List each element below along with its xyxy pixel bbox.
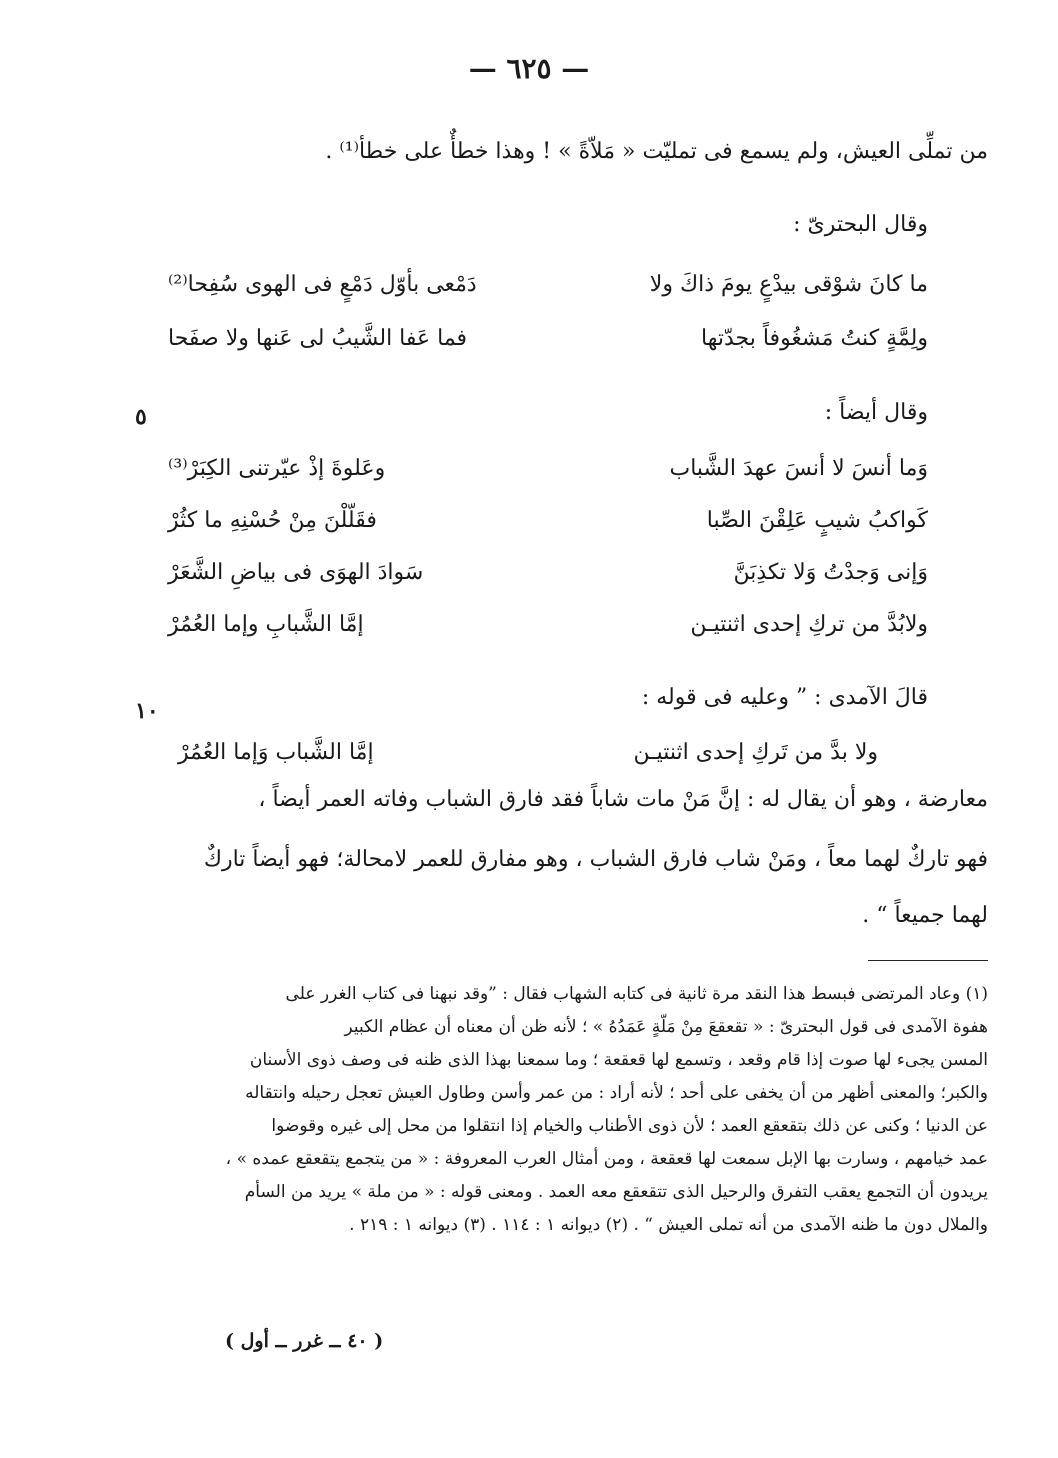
verse-second-hemistich: سَوادَ الهوَى فى بياضِ الشَّعَرْ — [168, 559, 424, 585]
amidi-line: معارضة ، وهو أن يقال له : إنَّ مَنْ مات شاباً فقد فارق الشباب وفاته العمر أيضاً ، — [258, 787, 988, 812]
verse-row — [168, 498, 928, 542]
verse-first-hemistich: ولابُدَّ من تركِ إحدى اثنتيـن — [690, 611, 928, 637]
footnote-line: هفوة الآمدى فى قول البحترىّ : « تقعقعَ مِنْ مَلّةٍ عَمَدُهُ » ؛ لأنه ظن أن معناه أن عظام الكبير — [344, 1017, 988, 1037]
verse-row — [178, 730, 878, 774]
verse-second-hemistich: وعَلوةَ إذْ عيّرتنى الكِبَرْ⁽³⁾ — [168, 455, 386, 481]
footnote-line: يريدون أن التجمع يعقب التفرق والرحيل الذى تتقعقع معه العمد . ومعنى قوله : « من ملة » يريد من السأم — [244, 1182, 988, 1202]
footnote-line: والكبر؛ والمعنى أظهر من أن يخفى على أحد ؛ لأنه أراد : من عمر وأسن وطاول العيش تعجل رحيله وانتقاله — [245, 1083, 988, 1103]
signature-mark: ( ٤٠ ــ غرر ــ أول ) — [225, 1330, 384, 1352]
line-number-10: ١٠ — [135, 698, 159, 724]
section1-intro: وقال البحترىّ : — [793, 212, 928, 237]
verse-row — [168, 602, 928, 646]
amidi-line: فهو تاركٌ لهما معاً ، ومَنْ شاب فارق الشباب ، وهو مفارق للعمر لامحالة؛ فهو أيضاً تاركٌ — [203, 847, 988, 872]
verse-first-hemistich: وَما أنسَ لا أنسَ عهدَ الشَّباب — [669, 455, 928, 481]
intro-line: من تملِّى العيش، ولم يسمع فى تمليّت « مَلاّةً » ! وهذا خطأٌ على خطأ⁽¹⁾ . — [325, 139, 988, 164]
footnote-line: عن الدنيا ؛ وكنى عن ذلك بتقعقع العمد ؛ لأن ذوى الأطناب والخيام إذا انتقلوا من محل إلى غيره وقوضوا — [271, 1116, 988, 1136]
section2-intro: وقال أيضاً : — [824, 400, 928, 425]
page-number: — ٦٢٥ — — [468, 52, 590, 85]
verse-first-hemistich: وَإنى وَجدْتُ وَلا تكذِبَنَّ — [733, 559, 928, 585]
amidi-line: لهما جميعاً “ . — [862, 903, 988, 928]
line-number-5: ٥ — [135, 404, 147, 430]
amidi-intro: قالَ الآمدى : ” وعليه فى قوله : — [641, 685, 928, 710]
verse-first-hemistich: ولِمَّةٍ كنتُ مَشغُوفاً بجدّتها — [701, 325, 928, 351]
verse-first-hemistich: ما كانَ شوْقى بيدْعٍ يومَ ذاكَ ولا — [649, 271, 928, 297]
verse-second-hemistich: إمَّا الشَّباب وَإما العُمُرْ — [178, 739, 374, 765]
verse-second-hemistich: إمَّا الشَّبابِ وإما العُمُرْ — [168, 611, 364, 637]
verse-second-hemistich: فقَلّلْنَ مِنْ حُسْنِهِ ما كثُرْ — [168, 507, 377, 533]
footnote-line: عمد خيامهم ، وسارت بها الإبل سمعت لها قعقعة ، ومن أمثال العرب المعروفة : « من يتجمع يتقعقع عمده » ، — [225, 1149, 988, 1169]
footnotes — [168, 978, 988, 1242]
footnote-divider — [868, 960, 988, 961]
footnote-line: والملال دون ما ظنه الآمدى من أنه تملى العيش “ . (٢) ديوانه ١ : ١١٤ . (٣) ديوانه ١ : ٢١٩ . — [349, 1215, 988, 1235]
footnote-line: المسن يجىء لها صوت إذا قام وقعد ، وتسمع لها قعقعة ؛ وما سمعنا بهذا الذى ظنه فى وصف ذوى الأسنان — [249, 1050, 988, 1070]
verse-first-hemistich: كَواكبُ شيبٍ عَلِقْنَ الصِّبا — [706, 507, 928, 533]
verse-second-hemistich: فما عَفا الشَّيبُ لى عَنها ولا صفَحا — [168, 325, 468, 351]
verse-second-hemistich: دَمْعى بأوّل دَمْعٍ فى الهوى سُفِحا⁽²⁾ — [168, 271, 477, 297]
footnote-line: (١) وعاد المرتضى فبسط هذا النقد مرة ثانية فى كتابه الشهاب فقال : ”وقد نبهنا فى كتاب الغرر على — [285, 984, 988, 1004]
verse-row — [168, 550, 928, 594]
verse-row — [168, 446, 928, 490]
verse-row — [168, 316, 928, 360]
verse-first-hemistich: ولا بدَّ من تَركِ إحدى اثنتيـن — [633, 739, 878, 765]
verse-row — [168, 262, 928, 306]
